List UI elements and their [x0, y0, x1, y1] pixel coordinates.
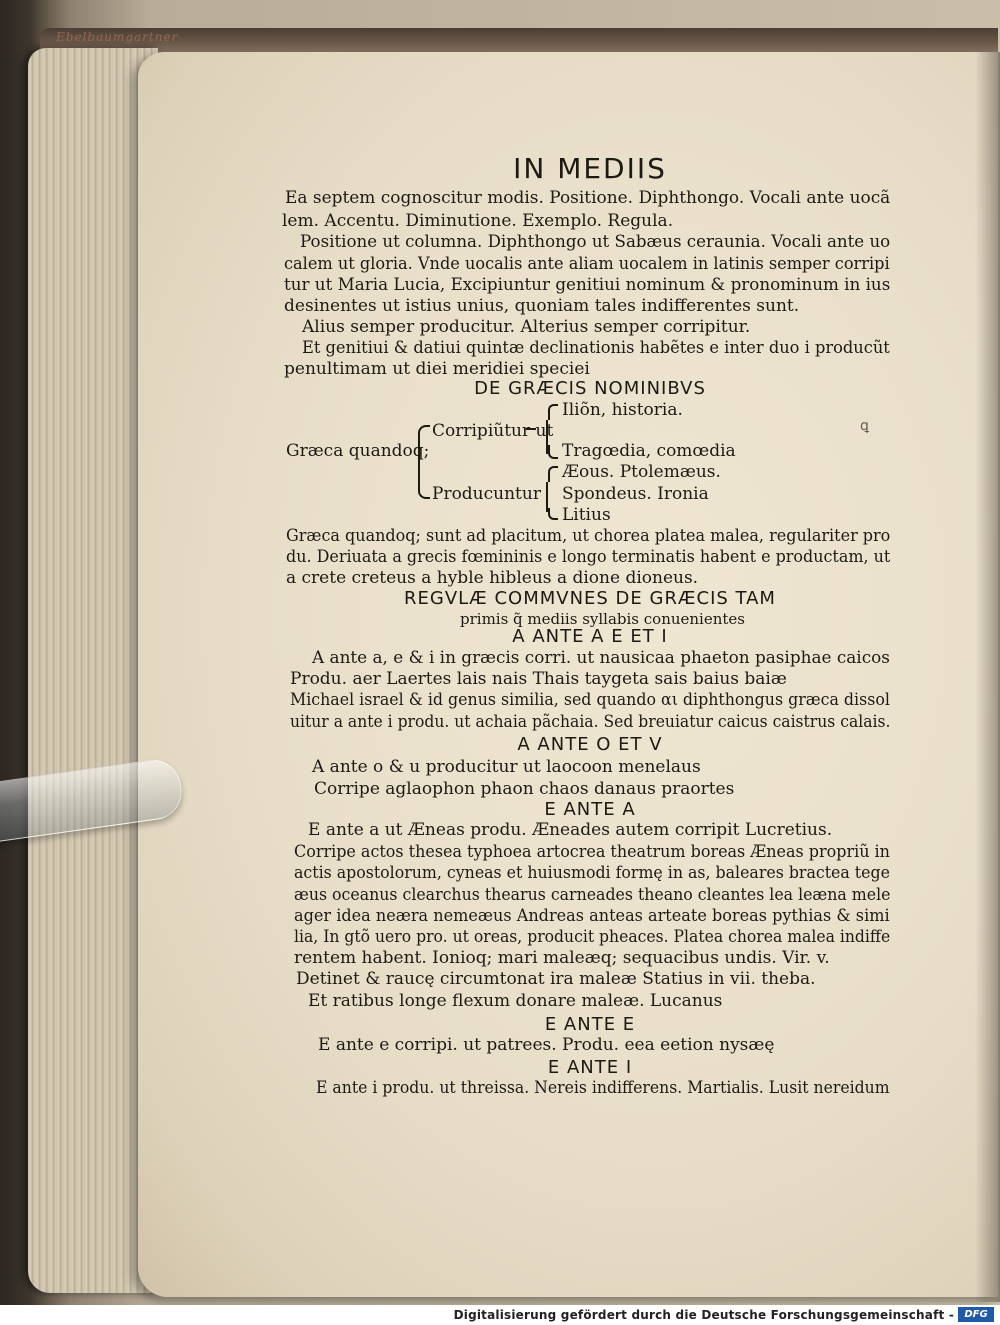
section-heading: E ANTE E: [544, 1014, 636, 1035]
tree-root: Græca quandoq;: [286, 441, 430, 461]
text-line: E ante i produ. ut threissa. Nereis indifferens. Martialis. Lusit nereidum: [316, 1078, 890, 1098]
page-heading: IN MEDIIS: [513, 152, 667, 185]
section-heading: REGVLÆ COMMVNES DE GRÆCIS TAM: [404, 588, 776, 609]
section-heading: A ANTE A E ET I: [512, 626, 668, 647]
text-line: tur ut Maria Lucia, Excipiuntur genitiui nominum & pronominum in ius: [284, 275, 891, 295]
section-heading: E ANTE A: [544, 799, 636, 820]
text-line: Produ. aer Laertes lais nais Thais taygeta sais baius baiæ: [290, 669, 787, 689]
section-heading: DE GRÆCIS NOMINIBVS: [474, 378, 706, 399]
section-subheading: primis q̃ mediis syllabis conuenientes: [460, 610, 745, 628]
page-gutter-shadow: [975, 52, 1000, 1302]
text-line: actis apostolorum, cyneas et huiusmodi formę in as, baleares bractea tege: [294, 863, 890, 883]
text-line: A ante a, e & i in græcis corri. ut nausicaa phaeton pasiphae caicos: [312, 648, 890, 668]
text-line: A ante o & u producitur ut laocoon menelaus: [312, 757, 701, 777]
section-heading: A ANTE O ET V: [517, 734, 663, 755]
text-line: Græca quandoq; sunt ad placitum, ut chorea platea malea, regulariter pro: [286, 526, 891, 546]
tree-bracket: [548, 404, 558, 420]
text-line: lia, In gtõ uero pro. ut oreas, producit pheaces. Platea chorea malea indiffe: [294, 927, 891, 947]
text-line: æus oceanus clearchus thearus carneades theano cleantes lea leæna mele: [294, 885, 891, 905]
text-line: Detinet & raucę circumtonat ira maleæ Statius in vii. theba.: [296, 969, 816, 989]
text-line: Ea septem cognoscitur modis. Positione. Diphthongo. Vocali ante uocã: [285, 188, 891, 208]
dfg-logo[interactable]: DFG: [958, 1307, 994, 1322]
text-line: penultimam ut diei meridiei speciei: [284, 359, 590, 379]
section-heading: E ANTE I: [547, 1057, 633, 1078]
footer-credit: Digitalisierung gefördert durch die Deutsche Forschungsgemeinschaft -: [453, 1308, 954, 1322]
tree-branch: Corripiũtur ut: [432, 421, 554, 441]
tree-bracket: [418, 425, 430, 499]
tree-leaf: Litius: [562, 505, 611, 525]
text-line: rentem habent. Ionioq; mari maleæq; sequacibus undis. Vir. v.: [294, 948, 830, 968]
text-line: a crete creteus a hyble hibleus a dione dioneus.: [286, 568, 699, 588]
text-line: lem. Accentu. Diminutione. Exemplo. Regula.: [282, 211, 674, 231]
tree-bracket: [548, 508, 558, 520]
text-line: du. Deriuata a grecis fœmininis e longo terminatis habent e productam, ut: [286, 547, 891, 567]
text-line: E ante a ut Æneas produ. Æneades autem corripit Lucretius.: [308, 820, 833, 840]
text-line: Corripe aglaophon phaon chaos danaus praortes: [314, 779, 735, 799]
text-line: desinentes ut istius unius, quoniam tales indifferentes sunt.: [284, 296, 800, 316]
tree-leaf: Æous. Ptolemæus.: [562, 462, 721, 482]
text-line: Et ratibus longe flexum donare maleæ. Lucanus: [308, 991, 723, 1011]
tree-leaf: Spondeus. Ironia: [562, 484, 709, 504]
text-line: calem ut gloria. Vnde uocalis ante aliam uocalem in latinis semper corripi: [284, 254, 890, 274]
tree-branch: Producuntur: [432, 484, 541, 504]
tree-bracket: [548, 466, 558, 482]
tree-bracket: [526, 428, 536, 430]
tree-leaf: Iliõn, historia.: [562, 400, 683, 420]
text-line: Alius semper producitur. Alterius semper corripitur.: [302, 317, 751, 337]
text-line: Michael israel & id genus similia, sed quando αι diphthongus græca dissol: [290, 690, 890, 710]
margin-mark: ꝗ: [860, 418, 869, 434]
tree-leaf: Tragœdia, comœdia: [562, 441, 736, 461]
text-line: uitur a ante i produ. ut achaia pãchaia. Sed breuiatur caicus caistrus calais.: [290, 712, 891, 732]
text-line: E ante e corripi. ut patrees. Produ. eea eetion nysæę: [318, 1035, 775, 1055]
text-line: Positione ut columna. Diphthongo ut Sabæus ceraunia. Vocali ante uo: [300, 232, 891, 252]
text-line: Et genitiui & datiui quintæ declinationis habẽtes e inter duo i producũt: [302, 338, 890, 358]
text-line: ager idea neæra nemeæus Andreas anteas arteate boreas pythias & simi: [294, 906, 890, 926]
tree-bracket: [548, 445, 558, 459]
top-edge-inscription: Ebelbaumgartner: [56, 30, 179, 44]
text-line: Corripe actos thesea typhoea artocrea theatrum boreas Æneas propriũ in: [294, 842, 890, 862]
